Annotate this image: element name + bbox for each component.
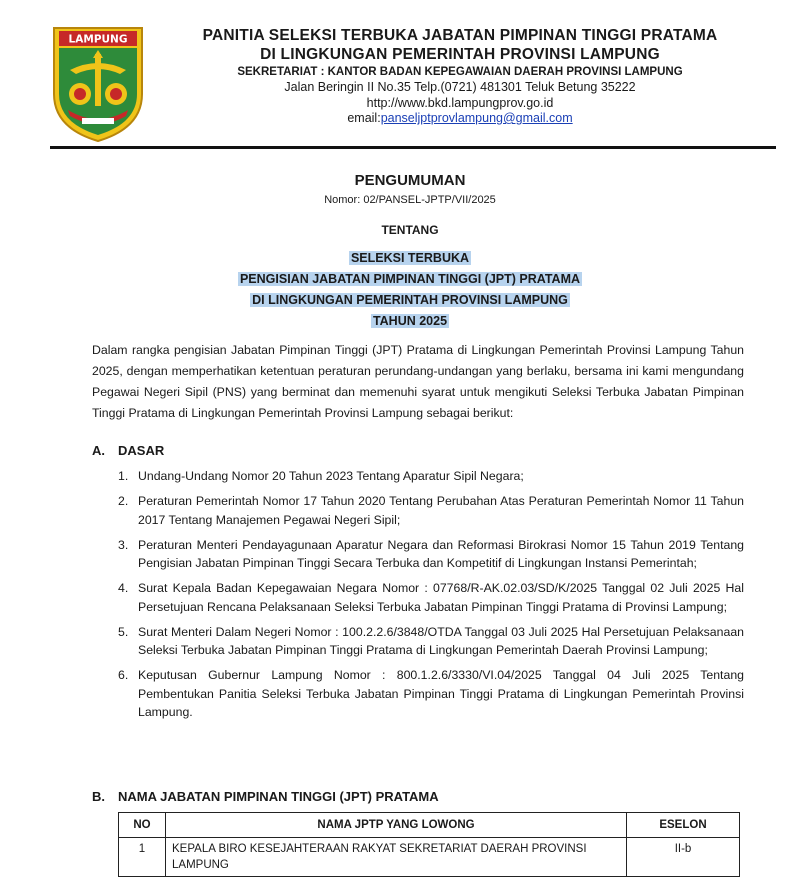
- announcement-subject: [0, 248, 800, 332]
- cell-name: KEPALA BIRO KESEJAHTERAAN RAKYAT SEKRETARIAT DAERAH PROVINSI LAMPUNG: [166, 838, 627, 877]
- letterhead-line2: DI LINGKUNGAN PEMERINTAH PROVINSI LAMPUNG: [260, 46, 660, 63]
- subject-line-3: DI LINGKUNGAN PEMERINTAH PROVINSI LAMPUNG: [252, 293, 568, 307]
- col-name-header: NAMA JPTP YANG LOWONG: [166, 813, 627, 838]
- letterhead-website: http://www.bkd.lampungprov.go.id: [366, 95, 554, 110]
- list-item: 3. Peraturan Menteri Pendayagunaan Aparatur Negara dan Reformasi Birokrasi Nomor 15 Tahun 2019 Tentang Pengisian Jabatan Pimpinan Tinggi Secara Terbuka dan Kompetitif di Lingkungan Instansi Pemerintah;: [118, 537, 744, 570]
- section-b-letter: B.: [92, 789, 105, 804]
- lampung-emblem-logo: [50, 24, 146, 144]
- cell-eselon: II-b: [627, 838, 740, 877]
- jpt-table: [118, 812, 740, 877]
- email-label: email:: [347, 111, 381, 125]
- section-a-letter: A.: [92, 443, 105, 458]
- intro-paragraph: Dalam rangka pengisian Jabatan Pimpinan Tinggi (JPT) Pratama di Lingkungan Pemerintah Provinsi Lampung Tahun 2025, dengan memperhatikan ketentuan peraturan perundang-undangan yang berlaku, bersama ini kami mengundang Pegawai Negeri Sipil (PNS) yang berminat dan memenuhi syarat untuk mengikuti Seleksi Terbuka Jabatan Pimpinan Tinggi Pratama di Lingkungan Pemerintah Provinsi Lampung sebagai berikut:: [92, 343, 744, 420]
- announcement-title: PENGUMUMAN: [354, 172, 466, 189]
- section-b-title: NAMA JABATAN PIMPINAN TINGGI (JPT) PRATAMA: [118, 789, 439, 804]
- list-item: 2. Peraturan Pemerintah Nomor 17 Tahun 2020 Tentang Perubahan Atas Peraturan Pemerintah Nomor 11 Tahun 2017 Tentang Manajemen Pegawai Negeri Sipil;: [118, 494, 744, 527]
- dasar-list: [118, 467, 744, 728]
- col-no-header: NO: [119, 813, 166, 838]
- table-header-row: [119, 813, 740, 838]
- col-eselon-header: ESELON: [627, 813, 740, 838]
- announcement-tentang: TENTANG: [381, 223, 439, 237]
- svg-text:LAMPUNG: LAMPUNG: [68, 33, 128, 46]
- letterhead-address: Jalan Beringin II No.35 Telp.(0721) 481301 Teluk Betung 35222: [284, 80, 636, 94]
- section-b-heading: [92, 789, 439, 804]
- letterhead-secretariat: SEKRETARIAT : KANTOR BADAN KEPEGAWAIAN DAERAH PROVINSI LAMPUNG: [237, 66, 683, 78]
- section-a-heading: [92, 443, 164, 458]
- table-row: [119, 838, 740, 877]
- email-link[interactable]: panseljptprovlampung@gmail.com: [380, 111, 573, 125]
- subject-line-4: TAHUN 2025: [372, 314, 448, 328]
- letterhead-email-line: [160, 111, 760, 127]
- subject-line-2: PENGISIAN JABATAN PIMPINAN TINGGI (JPT) PRATAMA: [239, 272, 581, 286]
- cell-no: 1: [119, 838, 166, 877]
- section-a-title: DASAR: [118, 443, 165, 458]
- letterhead-divider: [50, 146, 776, 149]
- list-item: 1. Undang-Undang Nomor 20 Tahun 2023 Tentang Aparatur Sipil Negara;: [118, 469, 524, 483]
- list-item: 5. Surat Menteri Dalam Negeri Nomor : 100.2.2.6/3848/OTDA Tanggal 03 Juli 2025 Hal Persetujuan Pelaksanaan Seleksi Terbuka Jabatan Pimpinan Tinggi Pratama di Lingkungan Pemerintah Daerah Provinsi Lampung;: [118, 624, 744, 657]
- letterhead-line1: PANITIA SELEKSI TERBUKA JABATAN PIMPINAN TINGGI PRATAMA: [202, 27, 718, 44]
- letterhead: [160, 26, 760, 127]
- subject-line-1: SELEKSI TERBUKA: [350, 251, 470, 265]
- list-item: 4. Surat Kepala Badan Kepegawaian Negara Nomor : 07768/R-AK.02.03/SD/K/2025 Tanggal 02 Juli 2025 Hal Persetujuan Rencana Pelaksanaan Seleksi Terbuka Jabatan Pimpinan Tinggi Pratama di Provinsi Lampung;: [118, 581, 744, 614]
- list-item: 6. Keputusan Gubernur Lampung Nomor : 800.1.2.6/3330/VI.04/2025 Tanggal 04 Juli 2025 Tentang Pembentukan Panitia Seleksi Terbuka Jabatan Pimpinan Tinggi Pratama di Lingkungan Pemerintah Provinsi Lampung.: [118, 668, 744, 719]
- announcement-number: Nomor: 02/PANSEL-JPTP/VII/2025: [324, 194, 496, 206]
